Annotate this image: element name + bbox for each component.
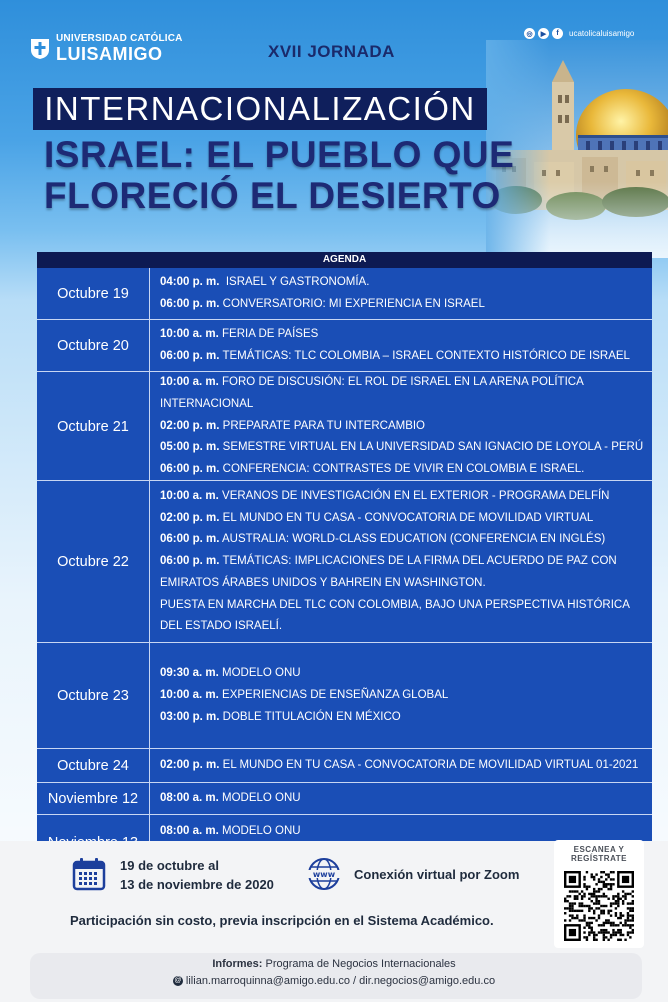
agenda-row (37, 268, 652, 319)
event-time: 02:00 p. m. (160, 419, 220, 432)
agenda-event (160, 616, 650, 638)
event-time: 06:00 p. m. (160, 533, 220, 546)
agenda-table (37, 252, 652, 841)
event-dates-line-1: 19 de octubre al (120, 858, 219, 873)
main-title-line-2: FLORECIÓ EL DESIERTO (44, 175, 501, 216)
event-title: AUSTRALIA: WORLD-CLASS EDUCATION (CONFERENCIA EN INGLÉS) (219, 533, 606, 546)
zoom-connection-text: Conexión virtual por Zoom (354, 867, 520, 882)
informes-label: Informes: (212, 958, 263, 970)
event-time: 08:00 a. m. (160, 825, 219, 838)
event-title: MODELO ONU (218, 792, 301, 805)
agenda-date: Octubre 20 (37, 320, 150, 372)
agenda-row (37, 748, 652, 783)
agenda-events (160, 320, 650, 372)
event-title: EL MUNDO EN TU CASA - CONVOCATORIA DE MOVILIDAD VIRTUAL 01-2021 (219, 759, 639, 772)
event-time: 05:00 p. m. (160, 441, 220, 454)
event-title: CONFERENCIA: CONTRASTES DE VIVIR EN COLOMBIA E ISRAEL. (219, 463, 585, 476)
agenda-events (160, 643, 650, 749)
shield-logo-icon (30, 38, 50, 60)
agenda-event (160, 372, 650, 394)
agenda-date: Octubre 24 (37, 749, 150, 783)
event-dates (120, 856, 274, 894)
agenda-event (160, 755, 650, 777)
calendar-icon (72, 857, 106, 891)
logo-bottom-text: LUISAMIGO (56, 44, 163, 64)
email-lilian[interactable]: lilian.marroquinna@amigo.edu.co (185, 975, 350, 987)
event-time: 06:00 p. m. (160, 350, 220, 362)
jornada-label: XVII JORNADA (268, 42, 395, 61)
event-title: INTERNACIONAL (160, 397, 254, 410)
agenda-date: Octubre 22 (37, 481, 150, 643)
email-separator: / (349, 975, 360, 987)
globe-www-icon (306, 856, 342, 892)
agenda-events (160, 749, 650, 783)
event-time: 06:00 p. m. (160, 463, 220, 476)
agenda-event (160, 272, 650, 294)
agenda-date: Octubre 19 (37, 268, 150, 319)
social-bar (524, 28, 634, 39)
agenda-events (160, 481, 650, 643)
event-title: MODELO ONU (218, 667, 301, 680)
agenda-event (160, 346, 650, 368)
event-title: ISRAEL Y GASTRONOMÍA. (219, 275, 370, 288)
event-time: 09:30 a. m. (160, 667, 219, 680)
event-time: 08:00 a. m. (160, 792, 219, 805)
qr-label (554, 845, 644, 863)
agenda-heading: AGENDA (37, 252, 652, 268)
main-title-line-1: ISRAEL: EL PUEBLO QUE (44, 134, 515, 175)
agenda-row (37, 782, 652, 815)
event-title: FORO DE DISCUSIÓN: EL ROL DE ISRAEL EN LA ARENA POLÍTICA (218, 376, 584, 388)
event-time: 02:00 p. m. (160, 511, 220, 524)
event-title: EXPERIENCIAS DE ENSEÑANZA GLOBAL (218, 689, 449, 702)
event-time: 10:00 a. m. (160, 376, 219, 388)
agenda-event (160, 529, 650, 551)
event-title: SEMESTRE VIRTUAL EN LA UNIVERSIDAD SAN IGNACIO DE LOYOLA - PERÚ (219, 441, 644, 454)
agenda-event (160, 437, 650, 459)
event-time: 10:00 a. m. (160, 689, 219, 702)
agenda-row (37, 480, 652, 643)
agenda-events (160, 372, 650, 481)
agenda-row (37, 371, 652, 481)
contact-emails (0, 975, 668, 987)
informes-program: Programa de Negocios Internacionales (262, 958, 456, 970)
agenda-row (37, 319, 652, 372)
informes-line (0, 958, 668, 970)
agenda-events (160, 268, 650, 319)
qr-label-line-1: ESCANEA Y (573, 845, 625, 854)
event-title: EMIRATOS ÁRABES UNIDOS Y BAHREIN EN WASHINGTON. (160, 576, 486, 589)
agenda-row (37, 642, 652, 749)
agenda-date: Octubre 23 (37, 643, 150, 749)
agenda-date: Noviembre 12 (37, 783, 150, 815)
agenda-event (160, 486, 650, 508)
agenda-events (160, 783, 650, 815)
agenda-date: Octubre 21 (37, 372, 150, 481)
agenda-event (160, 663, 650, 685)
agenda-event (160, 294, 650, 316)
email-icon: @ (174, 977, 182, 985)
event-title: PUESTA EN MARCHA DEL TLC CON COLOMBIA, BAJO UNA PERSPECTIVA HISTÓRICA (160, 598, 630, 611)
event-title: DEL ESTADO ISRAELÍ. (160, 620, 283, 633)
agenda-event (160, 551, 650, 573)
agenda-event (160, 324, 650, 346)
agenda-event (160, 685, 650, 707)
qr-label-line-2: REGÍSTRATE (571, 854, 627, 863)
event-title: DOBLE TITULACIÓN EN MÉXICO (219, 710, 401, 723)
event-title: TEMÁTICAS: TLC COLOMBIA – ISRAEL CONTEXTO HISTÓRICO DE ISRAEL (219, 350, 630, 362)
event-time: 03:00 p. m. (160, 710, 220, 723)
agenda-event (160, 508, 650, 530)
university-logo (30, 34, 183, 63)
event-time: 10:00 a. m. (160, 328, 219, 341)
event-time: 06:00 p. m. (160, 555, 220, 568)
event-dates-line-2: 13 de noviembre de 2020 (120, 877, 274, 892)
registration-qr-code[interactable] (564, 871, 634, 941)
agenda-event (160, 573, 650, 595)
facebook-icon[interactable]: f (552, 28, 563, 39)
event-title: MODELO ONU (218, 825, 301, 838)
event-title: VERANOS DE INVESTIGACIÓN EN EL EXTERIOR - PROGRAMA DELFÍN (218, 489, 610, 502)
agenda-event (160, 394, 650, 416)
title-internacionalizacion: INTERNACIONALIZACIÓN (33, 88, 487, 130)
main-title (44, 134, 514, 216)
event-title: CONVERSATORIO: MI EXPERIENCIA EN ISRAEL (219, 297, 485, 310)
logo-top-text: UNIVERSIDAD CATÓLICA (56, 33, 183, 44)
event-time: 02:00 p. m. (160, 759, 220, 772)
www-label: www (312, 870, 336, 879)
event-title: PREPARATE PARA TU INTERCAMBIO (219, 419, 425, 432)
event-time: 06:00 p. m. (160, 297, 220, 310)
agenda-event (160, 707, 650, 729)
participation-text: Participación sin costo, previa inscripción en el Sistema Académico. (70, 913, 494, 928)
agenda-event (160, 416, 650, 438)
header (0, 0, 668, 70)
youtube-icon[interactable]: ▶ (538, 28, 549, 39)
event-title: FERIA DE PAÍSES (218, 328, 319, 341)
event-title: EL MUNDO EN TU CASA - CONVOCATORIA DE MOVILIDAD VIRTUAL (219, 511, 594, 524)
social-handle[interactable]: ucatolicaluisamigo (569, 29, 635, 38)
instagram-icon[interactable]: ◎ (524, 28, 535, 39)
agenda-event (160, 595, 650, 617)
agenda-event (160, 788, 650, 810)
event-time: 04:00 p. m. (160, 275, 220, 288)
event-title: TEMÁTICAS: IMPLICACIONES DE LA FIRMA DEL ACUERDO DE PAZ CON (219, 555, 617, 568)
event-time: 10:00 a. m. (160, 489, 219, 502)
email-dir-negocios[interactable]: dir.negocios@amigo.edu.co (359, 975, 496, 987)
agenda-event (160, 459, 650, 481)
